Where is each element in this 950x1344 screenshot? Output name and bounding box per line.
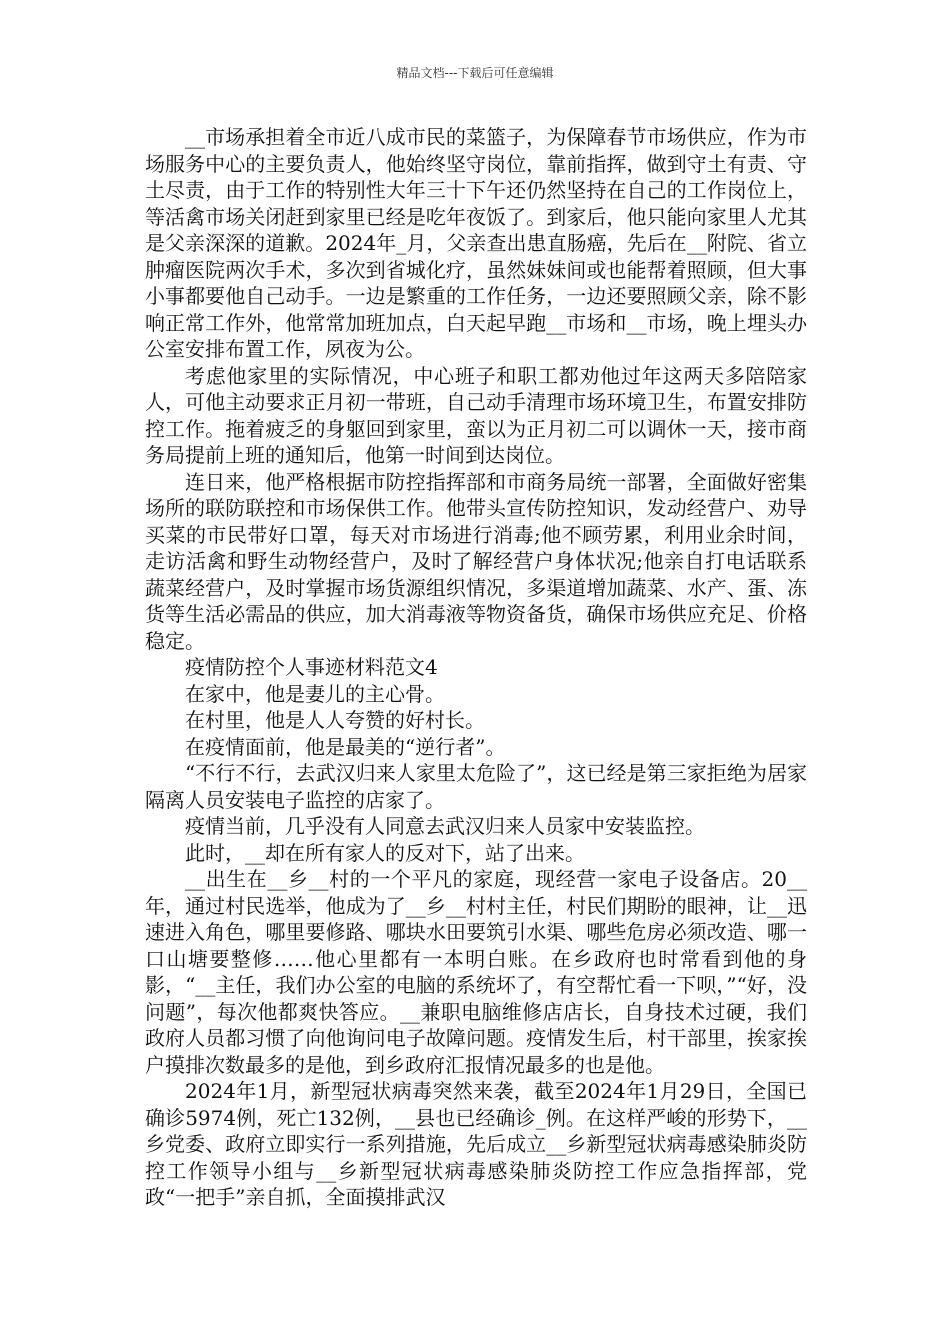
paragraph: 在疫情面前，他是最美的“逆行者”。 <box>185 734 506 759</box>
paragraph: __出生在__乡__村的一个平凡的家庭，现经营一家电子设备店。20__年，通过村民选举，他成为了__乡__村村主任，村民们期盼的眼神，让__迅速进入角色，哪里要修路、哪块水田要筑引水渠、哪些危房必须改造、哪一口山塘要整修……他心里都有一本明白账。在乡政府也时常看到他的身影，“__主任，我们办公室的电脑的系统坏了，有空帮忙看一下呗，”“好，没问题”，每次他都爽快答应。__兼职电脑维修店店长，自身技术过硬，我们政府人员都习惯了向他询问电子故障问题。疫情发生后，村干部里，挨家挨户摸排次数最多的是他，到乡政府汇报情况最多的也是他。 <box>145 867 807 1077</box>
paragraph: 疫情当前，几乎没有人同意去武汉归来人员家中安装监控。 <box>185 814 705 838</box>
section-title: 疫情防控个人事迹材料范文4 <box>185 655 438 679</box>
paragraph: “不行不行，去武汉归来人家里太危险了”，这已经是第三家拒绝为居家隔离人员安装电子监控的店家了。 <box>145 761 807 812</box>
paragraph: __市场承担着全市近八成市民的菜篮子，为保障春节市场供应，作为市场服务中心的主要负责人，他始终坚守岗位，靠前指挥，做到守土有责、守土尽责，由于工作的特别性大年三十下午还仍然坚持在自己的工作岗位上，等活禽市场关闭赶到家里已经是吃年夜饭了。到家后，他只能向家里人尤其是父亲深深的道歉。2024年_月，父亲查出患直肠癌，先后在__附院、省立肿瘤医院两次手术，多次到省城化疗，虽然妹妹间或也能帮着照顾，但大事小事都要他自己动手。一边是繁重的工作任务，一边还要照顾父亲，除不影响正常工作外，他常常加班加点，白天起早跑__市场和__市场，晚上埋头办公室安排布置工作，夙夜为公。 <box>145 125 807 361</box>
paragraph: 考虑他家里的实际情况，中心班子和职工都劝他过年这两天多陪陪家人，可他主动要求正月初一带班，自己动手清理市场环境卫生，布置安排防控工作。拖着疲乏的身躯回到家里，蛮以为正月初二可以调休一天，接市商务局提前上班的通知后，他第一时间到达岗位。 <box>145 363 807 467</box>
paragraph: 连日来，他严格根据市防控指挥部和市商务局统一部署，全面做好密集场所的联防联控和市场保供工作。他带头宣传防控知识，发动经营户、劝导买菜的市民带好口罩，每天对市场进行消毒;他不顾劳累，利用业余时间，走访活禽和野生动物经营户，及时了解经营户身体状况;他亲自打电话联系蔬菜经营户，及时掌握市场货源组织情况，多渠道增加蔬菜、水产、蛋、冻货等生活必需品的供应，加大消毒液等物资备货，确保市场供应充足、价格稳定。 <box>145 469 807 653</box>
paragraph: 此时，__却在所有家人的反对下，站了出来。 <box>185 840 585 865</box>
paragraph: 2024年1月，新型冠状病毒突然来袭，截至2024年1月29日，全国已确诊5974例，死亡132例，__县也已经确诊_例。在这样严峻的形势下，__乡党委、政府立即实行一系列措施，先后成立__乡新型冠状病毒感染肺炎防控工作领导小组与__乡新型冠状病毒感染肺炎防控工作应急指挥部，党政“一把手”亲自抓，全面摸排武汉 <box>145 1079 807 1209</box>
document-body <box>145 124 807 1211</box>
paragraph: 在村里，他是人人夸赞的好村长。 <box>185 708 485 732</box>
paragraph: 在家中，他是妻儿的主心骨。 <box>185 681 445 706</box>
page-header: 精品文档---下载后可任意编辑 <box>396 66 554 80</box>
